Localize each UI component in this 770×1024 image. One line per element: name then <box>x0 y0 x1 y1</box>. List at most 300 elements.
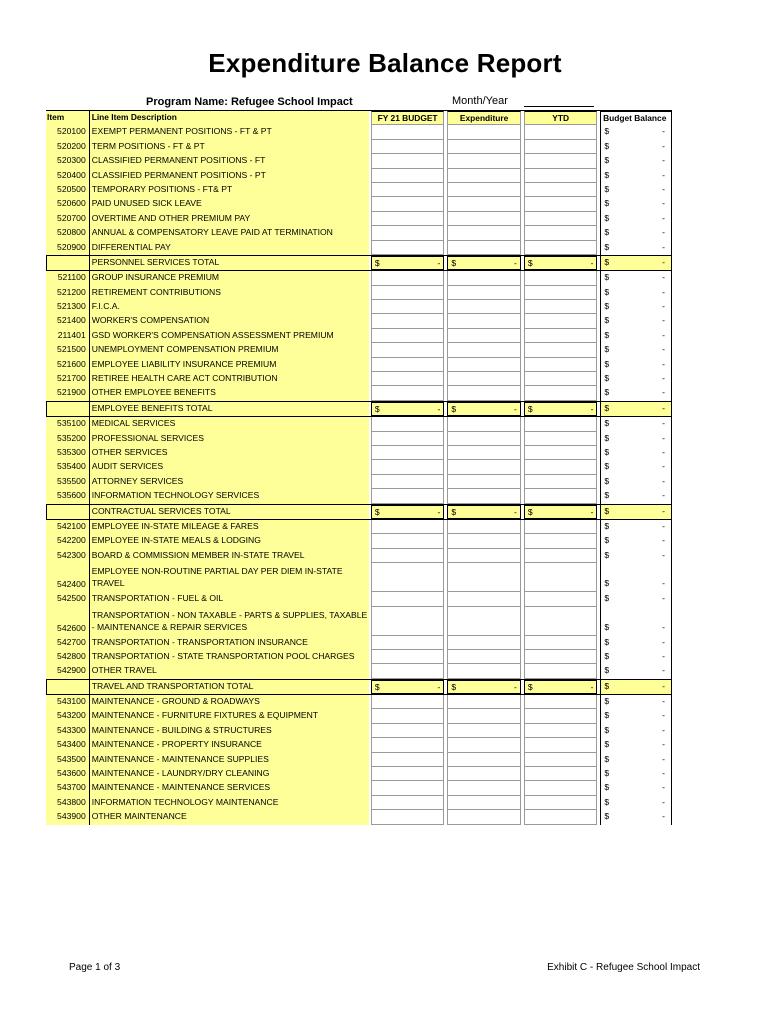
ytd-cell[interactable] <box>524 286 598 300</box>
budget-cell[interactable] <box>371 650 445 664</box>
item-code: 543400 <box>46 738 89 752</box>
line-item-description: MAINTENANCE - LAUNDRY/DRY CLEANING <box>89 767 369 781</box>
expenditure-cell[interactable] <box>447 300 521 314</box>
expenditure-cell[interactable] <box>447 372 521 386</box>
amount-value: - <box>662 126 665 137</box>
budget-cell[interactable] <box>371 314 445 328</box>
table-total-row <box>46 401 672 417</box>
budget-cell[interactable] <box>371 241 445 255</box>
expenditure-cell[interactable] <box>447 695 521 709</box>
item-code: 535500 <box>46 475 89 489</box>
table-row <box>46 810 672 824</box>
header-ytd: YTD <box>524 111 598 125</box>
budget-balance-cell <box>600 753 672 767</box>
ytd-cell[interactable] <box>524 724 598 738</box>
budget-cell[interactable] <box>371 738 445 752</box>
amount-value: - <box>437 257 441 268</box>
header-description: Line Item Description <box>89 111 369 125</box>
line-item-description: TRANSPORTATION - FUEL & OIL <box>89 592 369 606</box>
budget-balance-cell <box>600 140 672 154</box>
amount-value: - <box>662 227 665 238</box>
table-row <box>46 767 672 781</box>
budget-cell[interactable] <box>371 636 445 650</box>
expenditure-cell[interactable] <box>447 140 521 154</box>
line-item-description: EXEMPT PERMANENT POSITIONS - FT & PT <box>89 125 369 139</box>
table-row <box>46 343 672 357</box>
table-row <box>46 534 672 548</box>
ytd-cell[interactable] <box>524 446 598 460</box>
ytd-cell[interactable] <box>524 475 598 489</box>
budget-cell[interactable] <box>371 563 445 592</box>
item-code: 543700 <box>46 781 89 795</box>
line-item-description: EMPLOYEE LIABILITY INSURANCE PREMIUM <box>89 358 369 372</box>
item-code: 542300 <box>46 549 89 563</box>
ytd-cell[interactable] <box>524 753 598 767</box>
ytd-cell <box>524 402 598 416</box>
item-code: 535400 <box>46 460 89 474</box>
table-row <box>46 738 672 752</box>
expenditure-cell[interactable] <box>447 154 521 168</box>
table-row <box>46 781 672 795</box>
expenditure-cell[interactable] <box>447 534 521 548</box>
item-code: 542900 <box>46 664 89 678</box>
ytd-cell[interactable] <box>524 241 598 255</box>
budget-balance-cell <box>600 286 672 300</box>
item-code: 521700 <box>46 372 89 386</box>
amount-value: - <box>662 505 665 516</box>
currency-symbol: $ <box>604 768 610 779</box>
budget-cell[interactable] <box>371 767 445 781</box>
budget-balance-cell <box>600 592 672 606</box>
line-item-description: TERM POSITIONS - FT & PT <box>89 140 369 154</box>
expenditure-cell[interactable] <box>447 607 521 636</box>
currency-symbol: $ <box>604 344 610 355</box>
ytd-cell[interactable] <box>524 549 598 563</box>
currency-symbol: $ <box>604 358 610 369</box>
budget-cell[interactable] <box>371 300 445 314</box>
budget-balance-cell <box>600 549 672 563</box>
budget-balance-cell <box>600 343 672 357</box>
expenditure-cell[interactable] <box>447 636 521 650</box>
currency-symbol: $ <box>604 301 610 312</box>
table-row <box>46 432 672 446</box>
budget-balance-cell <box>600 154 672 168</box>
currency-symbol: $ <box>451 257 457 268</box>
ytd-cell[interactable] <box>524 607 598 636</box>
ytd-cell[interactable] <box>524 169 598 183</box>
amount-value: - <box>662 344 665 355</box>
table-row <box>46 372 672 386</box>
item-code: 543600 <box>46 767 89 781</box>
amount-value: - <box>514 257 517 268</box>
expenditure-cell[interactable] <box>447 417 521 431</box>
expenditure-cell[interactable] <box>447 386 521 400</box>
amount-value: - <box>662 768 665 779</box>
table-row <box>46 197 672 211</box>
budget-cell[interactable] <box>371 724 445 738</box>
ytd-cell[interactable] <box>524 489 598 503</box>
line-item-description: MAINTENANCE - MAINTENANCE SERVICES <box>89 781 369 795</box>
expenditure-cell[interactable] <box>447 810 521 824</box>
budget-balance-cell <box>600 738 672 752</box>
currency-symbol: $ <box>604 227 610 238</box>
ytd-cell[interactable] <box>524 212 598 226</box>
line-item-description: EMPLOYEE IN-STATE MEALS & LODGING <box>89 534 369 548</box>
currency-symbol: $ <box>604 696 610 707</box>
amount-value: - <box>662 739 665 750</box>
table-row <box>46 753 672 767</box>
budget-balance-cell <box>600 636 672 650</box>
expenditure-cell[interactable] <box>447 197 521 211</box>
ytd-cell[interactable] <box>524 520 598 534</box>
expenditure-cell[interactable] <box>447 767 521 781</box>
table-row <box>46 520 672 534</box>
item-code <box>46 256 89 270</box>
expenditure-cell[interactable] <box>447 796 521 810</box>
expenditure-cell[interactable] <box>447 563 521 592</box>
expenditure-cell <box>447 256 521 270</box>
table-row <box>46 489 672 503</box>
expenditure-cell[interactable] <box>447 125 521 139</box>
expenditure-cell[interactable] <box>447 475 521 489</box>
currency-symbol: $ <box>604 446 610 457</box>
ytd-cell[interactable] <box>524 125 598 139</box>
amount-value: - <box>662 636 665 647</box>
budget-balance-cell <box>600 372 672 386</box>
currency-symbol: $ <box>604 198 610 209</box>
ytd-cell[interactable] <box>524 386 598 400</box>
ytd-cell[interactable] <box>524 738 598 752</box>
budget-cell[interactable] <box>371 125 445 139</box>
item-code: 535200 <box>46 432 89 446</box>
table-header-row <box>46 110 672 125</box>
ytd-cell[interactable] <box>524 781 598 795</box>
ytd-cell[interactable] <box>524 709 598 723</box>
amount-value: - <box>662 358 665 369</box>
ytd-cell[interactable] <box>524 140 598 154</box>
currency-symbol: $ <box>374 403 380 414</box>
item-code: 520500 <box>46 183 89 197</box>
line-item-description: INFORMATION TECHNOLOGY MAINTENANCE <box>89 796 369 810</box>
currency-symbol: $ <box>604 155 610 166</box>
ytd-cell[interactable] <box>524 636 598 650</box>
ytd-cell[interactable] <box>524 271 598 285</box>
item-code: 543200 <box>46 709 89 723</box>
table-row <box>46 563 672 592</box>
expenditure-cell[interactable] <box>447 286 521 300</box>
ytd-cell[interactable] <box>524 314 598 328</box>
amount-value: - <box>662 387 665 398</box>
program-name: Program Name: Refugee School Impact <box>146 96 353 108</box>
line-item-description: INFORMATION TECHNOLOGY SERVICES <box>89 489 369 503</box>
expenditure-cell[interactable] <box>447 520 521 534</box>
budget-cell[interactable] <box>371 810 445 824</box>
expenditure-cell[interactable] <box>447 432 521 446</box>
budget-cell[interactable] <box>371 781 445 795</box>
expenditure-cell[interactable] <box>447 183 521 197</box>
expenditure-cell[interactable] <box>447 650 521 664</box>
budget-cell[interactable] <box>371 343 445 357</box>
item-code: 535100 <box>46 417 89 431</box>
budget-balance-cell <box>600 212 672 226</box>
line-item-description: F.I.C.A. <box>89 300 369 314</box>
budget-balance-cell <box>600 695 672 709</box>
budget-cell[interactable] <box>371 140 445 154</box>
expenditure-cell <box>447 505 521 519</box>
budget-balance-cell <box>600 664 672 678</box>
amount-value: - <box>662 621 665 632</box>
budget-cell[interactable] <box>371 592 445 606</box>
expenditure-cell[interactable] <box>447 329 521 343</box>
line-item-description: PAID UNUSED SICK LEAVE <box>89 197 369 211</box>
expenditure-cell[interactable] <box>447 343 521 357</box>
item-code <box>46 402 89 416</box>
budget-balance-cell <box>600 256 672 270</box>
ytd-cell[interactable] <box>524 197 598 211</box>
item-code: 521500 <box>46 343 89 357</box>
budget-cell[interactable] <box>371 607 445 636</box>
ytd-cell[interactable] <box>524 664 598 678</box>
ytd-cell[interactable] <box>524 417 598 431</box>
line-item-description: UNEMPLOYMENT COMPENSATION PREMIUM <box>89 343 369 357</box>
currency-symbol: $ <box>527 681 533 692</box>
currency-symbol: $ <box>604 710 610 721</box>
expenditure-cell[interactable] <box>447 241 521 255</box>
amount-value: - <box>662 650 665 661</box>
ytd-cell[interactable] <box>524 796 598 810</box>
amount-value: - <box>590 257 594 268</box>
amount-value: - <box>662 520 665 531</box>
line-item-description: OTHER MAINTENANCE <box>89 810 369 824</box>
table-row <box>46 446 672 460</box>
expenditure-cell[interactable] <box>447 724 521 738</box>
ytd-cell[interactable] <box>524 563 598 592</box>
budget-cell[interactable] <box>371 446 445 460</box>
expenditure-cell[interactable] <box>447 226 521 240</box>
budget-cell[interactable] <box>371 534 445 548</box>
line-item-description: BOARD & COMMISSION MEMBER IN-STATE TRAVEL <box>89 549 369 563</box>
table-row <box>46 154 672 168</box>
budget-balance-cell <box>600 767 672 781</box>
budget-cell <box>371 680 445 694</box>
budget-balance-cell <box>600 432 672 446</box>
ytd-cell[interactable] <box>524 154 598 168</box>
expenditure-cell[interactable] <box>447 592 521 606</box>
expenditure-cell[interactable] <box>447 314 521 328</box>
item-code: 542600 <box>46 607 89 636</box>
expenditure-cell[interactable] <box>447 738 521 752</box>
budget-balance-cell <box>600 386 672 400</box>
expenditure-cell[interactable] <box>447 549 521 563</box>
ytd-cell[interactable] <box>524 372 598 386</box>
table-total-row <box>46 504 672 520</box>
amount-value: - <box>662 782 665 793</box>
item-code: 542800 <box>46 650 89 664</box>
budget-cell[interactable] <box>371 520 445 534</box>
table-row <box>46 417 672 431</box>
amount-value: - <box>437 403 441 414</box>
line-item-description: OTHER TRAVEL <box>89 664 369 678</box>
item-code: 521100 <box>46 271 89 285</box>
currency-symbol: $ <box>604 739 610 750</box>
table-total-row <box>46 679 672 695</box>
budget-cell[interactable] <box>371 271 445 285</box>
budget-cell[interactable] <box>371 154 445 168</box>
expenditure-cell[interactable] <box>447 709 521 723</box>
amount-value: - <box>662 796 665 807</box>
ytd-cell[interactable] <box>524 460 598 474</box>
budget-cell[interactable] <box>371 212 445 226</box>
currency-symbol: $ <box>604 329 610 340</box>
item-code: 521200 <box>46 286 89 300</box>
budget-cell[interactable] <box>371 417 445 431</box>
budget-balance-cell <box>600 709 672 723</box>
currency-symbol: $ <box>604 315 610 326</box>
item-code: 543500 <box>46 753 89 767</box>
expenditure-cell[interactable] <box>447 271 521 285</box>
expenditure-cell[interactable] <box>447 446 521 460</box>
line-item-description: ANNUAL & COMPENSATORY LEAVE PAID AT TERMINATION <box>89 226 369 240</box>
currency-symbol: $ <box>604 432 610 443</box>
ytd-cell[interactable] <box>524 226 598 240</box>
budget-cell[interactable] <box>371 475 445 489</box>
table-row <box>46 636 672 650</box>
ytd-cell[interactable] <box>524 300 598 314</box>
ytd-cell[interactable] <box>524 767 598 781</box>
amount-value: - <box>514 681 517 692</box>
budget-cell[interactable] <box>371 695 445 709</box>
item-code: 543300 <box>46 724 89 738</box>
ytd-cell[interactable] <box>524 343 598 357</box>
table-row <box>46 183 672 197</box>
amount-value: - <box>662 418 665 429</box>
currency-symbol: $ <box>604 126 610 137</box>
amount-value: - <box>662 315 665 326</box>
budget-cell[interactable] <box>371 183 445 197</box>
line-item-description: MAINTENANCE - GROUND & ROADWAYS <box>89 695 369 709</box>
item-code: 535600 <box>46 489 89 503</box>
ytd-cell[interactable] <box>524 183 598 197</box>
amount-value: - <box>662 535 665 546</box>
currency-symbol: $ <box>604 811 610 822</box>
budget-balance-cell <box>600 314 672 328</box>
budget-balance-cell <box>600 607 672 636</box>
currency-symbol: $ <box>604 286 610 297</box>
table-row <box>46 140 672 154</box>
amount-value: - <box>662 753 665 764</box>
line-item-description: MAINTENANCE - BUILDING & STRUCTURES <box>89 724 369 738</box>
budget-cell <box>371 505 445 519</box>
ytd-cell[interactable] <box>524 534 598 548</box>
ytd-cell[interactable] <box>524 695 598 709</box>
line-item-description: RETIREMENT CONTRIBUTIONS <box>89 286 369 300</box>
table-total-row <box>46 255 672 271</box>
item-code: 542200 <box>46 534 89 548</box>
table-row <box>46 286 672 300</box>
expenditure-cell[interactable] <box>447 212 521 226</box>
budget-cell[interactable] <box>371 329 445 343</box>
item-code: 521300 <box>46 300 89 314</box>
item-code: 211401 <box>46 329 89 343</box>
item-code: 520600 <box>46 197 89 211</box>
line-item-description: MEDICAL SERVICES <box>89 417 369 431</box>
budget-cell[interactable] <box>371 432 445 446</box>
currency-symbol: $ <box>604 621 610 632</box>
currency-symbol: $ <box>604 241 610 252</box>
table-row <box>46 271 672 285</box>
expenditure-cell[interactable] <box>447 664 521 678</box>
line-item-description: ATTORNEY SERVICES <box>89 475 369 489</box>
item-code: 520100 <box>46 125 89 139</box>
table-row <box>46 386 672 400</box>
expenditure-cell[interactable] <box>447 358 521 372</box>
budget-cell[interactable] <box>371 753 445 767</box>
line-item-description: CONTRACTUAL SERVICES TOTAL <box>89 505 369 519</box>
budget-balance-cell <box>600 226 672 240</box>
currency-symbol: $ <box>604 549 610 560</box>
budget-balance-cell <box>600 446 672 460</box>
budget-cell[interactable] <box>371 226 445 240</box>
expenditure-cell[interactable] <box>447 781 521 795</box>
ytd-cell[interactable] <box>524 329 598 343</box>
budget-cell[interactable] <box>371 664 445 678</box>
expenditure-cell[interactable] <box>447 460 521 474</box>
expenditure-cell[interactable] <box>447 489 521 503</box>
budget-cell[interactable] <box>371 197 445 211</box>
budget-cell[interactable] <box>371 386 445 400</box>
amount-value: - <box>662 286 665 297</box>
ytd-cell[interactable] <box>524 592 598 606</box>
budget-cell[interactable] <box>371 286 445 300</box>
budget-balance-cell <box>600 271 672 285</box>
item-code: 520300 <box>46 154 89 168</box>
budget-balance-cell <box>600 460 672 474</box>
item-code: 521400 <box>46 314 89 328</box>
budget-balance-cell <box>600 417 672 431</box>
expenditure-cell[interactable] <box>447 169 521 183</box>
amount-value: - <box>662 432 665 443</box>
budget-cell[interactable] <box>371 372 445 386</box>
budget-cell[interactable] <box>371 358 445 372</box>
budget-balance-cell <box>600 810 672 824</box>
ytd-cell[interactable] <box>524 432 598 446</box>
item-code <box>46 505 89 519</box>
amount-value: - <box>662 710 665 721</box>
budget-cell[interactable] <box>371 489 445 503</box>
budget-cell[interactable] <box>371 169 445 183</box>
amount-value: - <box>662 811 665 822</box>
ytd-cell[interactable] <box>524 650 598 664</box>
budget-cell[interactable] <box>371 796 445 810</box>
table-row <box>46 709 672 723</box>
header-item: Item <box>46 111 89 125</box>
header-expenditure: Expenditure <box>447 111 521 125</box>
ytd-cell[interactable] <box>524 810 598 824</box>
currency-symbol: $ <box>604 650 610 661</box>
table-row <box>46 664 672 678</box>
amount-value: - <box>662 256 665 267</box>
table-row <box>46 650 672 664</box>
expenditure-cell[interactable] <box>447 753 521 767</box>
budget-cell[interactable] <box>371 460 445 474</box>
line-item-description: TRANSPORTATION - NON TAXABLE - PARTS & SUPPLIES, TAXABLE - MAINTENANCE & REPAIR SERVICES <box>89 607 369 636</box>
budget-cell[interactable] <box>371 709 445 723</box>
ytd-cell[interactable] <box>524 358 598 372</box>
budget-cell[interactable] <box>371 549 445 563</box>
month-year-field[interactable] <box>524 106 594 107</box>
currency-symbol: $ <box>604 520 610 531</box>
report-title: Expenditure Balance Report <box>208 48 562 78</box>
